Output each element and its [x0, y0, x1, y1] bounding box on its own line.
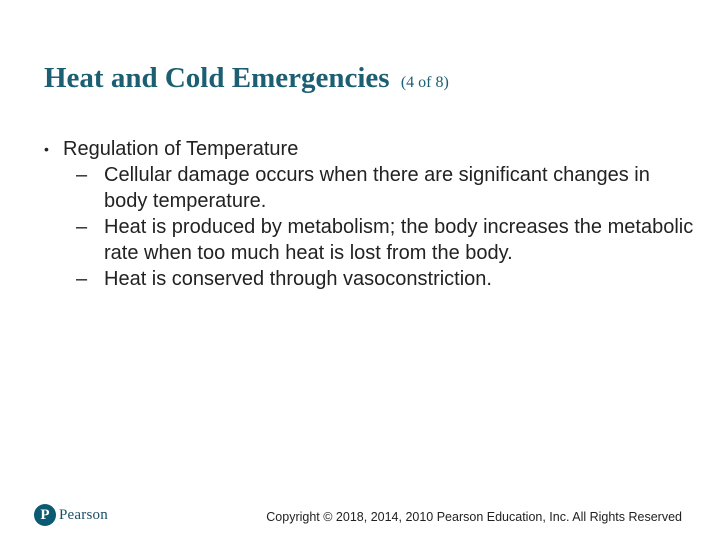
sub-bullet-item [76, 214, 694, 266]
sub-bullet-text: Heat is produced by metabolism; the body increases the metabolic rate when too much heat is lost from the body. [104, 216, 694, 264]
bullet-marker: • [44, 141, 49, 157]
slide-footer [0, 498, 720, 538]
pearson-logo-icon: P [34, 504, 56, 526]
sub-bullet-list [76, 162, 694, 292]
pearson-logo-text: Pearson [59, 506, 108, 523]
copyright-notice: Copyright © 2018, 2014, 2010 Pearson Education, Inc. All Rights Reserved [266, 510, 682, 524]
dash-marker: – [76, 164, 88, 186]
sub-bullet-text: Heat is conserved through vasoconstriction. [104, 268, 492, 290]
sub-bullet-item [76, 266, 694, 292]
dash-marker: – [76, 268, 88, 290]
dash-marker: – [76, 216, 88, 238]
sub-bullet-item [76, 162, 694, 214]
slide-counter: (4 of 8) [400, 74, 449, 91]
title-text: Heat and Cold Emergencies [44, 62, 390, 94]
slide-title [44, 58, 684, 103]
bullet-item [44, 136, 694, 162]
bullet-text: Regulation of Temperature [63, 138, 299, 160]
sub-bullet-text: Cellular damage occurs when there are significant changes in body temperature. [104, 164, 650, 212]
pearson-logo [34, 504, 108, 526]
slide-body [44, 136, 694, 292]
